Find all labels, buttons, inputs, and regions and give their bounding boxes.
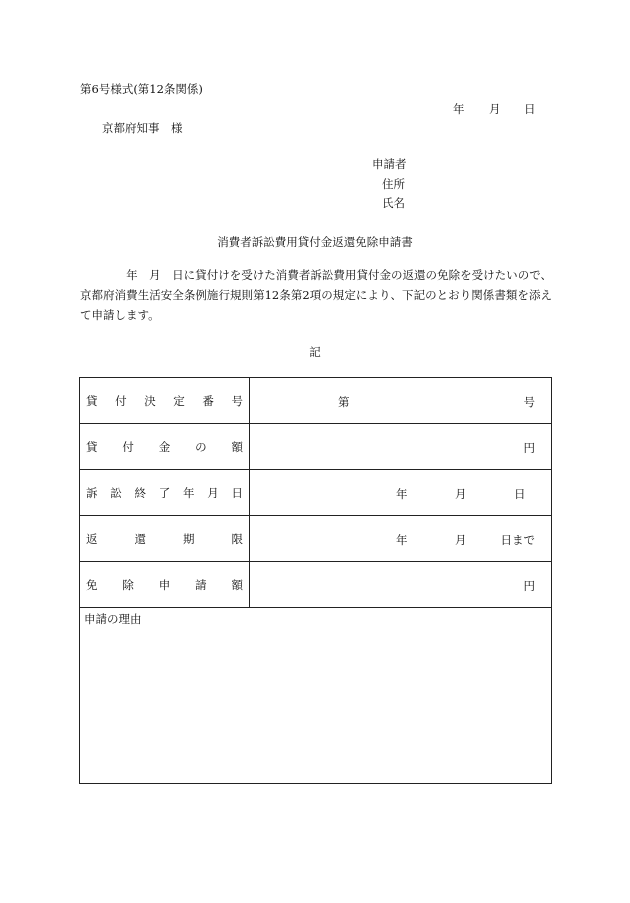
applicant-name-label: 氏名 — [382, 196, 405, 210]
form-number: 第6号様式(第12条関係) — [80, 82, 203, 96]
label-repayment-deadline: 返 還 期 限 — [80, 516, 250, 562]
table-row — [80, 608, 552, 784]
addressee: 京都府知事 様 — [102, 121, 183, 135]
year-text: 年 — [396, 533, 408, 547]
body-text: 年 月 日に貸付けを受けた消費者訴訟費用貸付金の返還の免除を受けたいので、京都府消費生活安全条例施行規則第12条第2項の規定により、下記のとおり関係書類を添えて申請します。 — [80, 268, 552, 322]
label-exemption-amount: 免 除 申 請 額 — [80, 562, 250, 608]
dai-text: 第 — [338, 395, 350, 409]
applicant-label: 申請者 — [372, 157, 407, 171]
ki-heading: 記 — [309, 345, 321, 359]
loan-amount-field[interactable] — [250, 424, 552, 470]
table-row — [80, 378, 552, 424]
yen-text: 円 — [523, 441, 535, 455]
until-day-text: 日まで — [500, 533, 535, 547]
label-lawsuit-end-date: 訴 訟 終 了 年 月 日 — [80, 470, 250, 516]
date-month: 月 — [489, 102, 501, 116]
label-loan-amount: 貸 付 金 の 額 — [80, 424, 250, 470]
date-year: 年 — [453, 102, 465, 116]
exemption-amount-field[interactable] — [250, 562, 552, 608]
label-loan-decision-number: 貸 付 決 定 番 号 — [80, 378, 250, 424]
table-row — [80, 516, 552, 562]
month-text: 月 — [455, 533, 467, 547]
repayment-deadline-field[interactable] — [250, 516, 552, 562]
form-table — [79, 377, 552, 784]
reason-label: 申請の理由 — [84, 612, 142, 626]
date-day: 日 — [524, 102, 536, 116]
loan-decision-number-field[interactable] — [250, 378, 552, 424]
lawsuit-end-date-field[interactable] — [250, 470, 552, 516]
year-text: 年 — [396, 487, 408, 501]
go-text: 号 — [523, 395, 535, 409]
month-text: 月 — [455, 487, 467, 501]
applicant-address-label: 住所 — [382, 177, 405, 191]
reason-field[interactable] — [80, 608, 552, 784]
day-text: 日 — [514, 487, 526, 501]
table-row — [80, 424, 552, 470]
document-title: 消費者訴訟費用貸付金返還免除申請書 — [217, 235, 413, 249]
table-row — [80, 562, 552, 608]
yen-text: 円 — [523, 579, 535, 593]
table-row — [80, 470, 552, 516]
